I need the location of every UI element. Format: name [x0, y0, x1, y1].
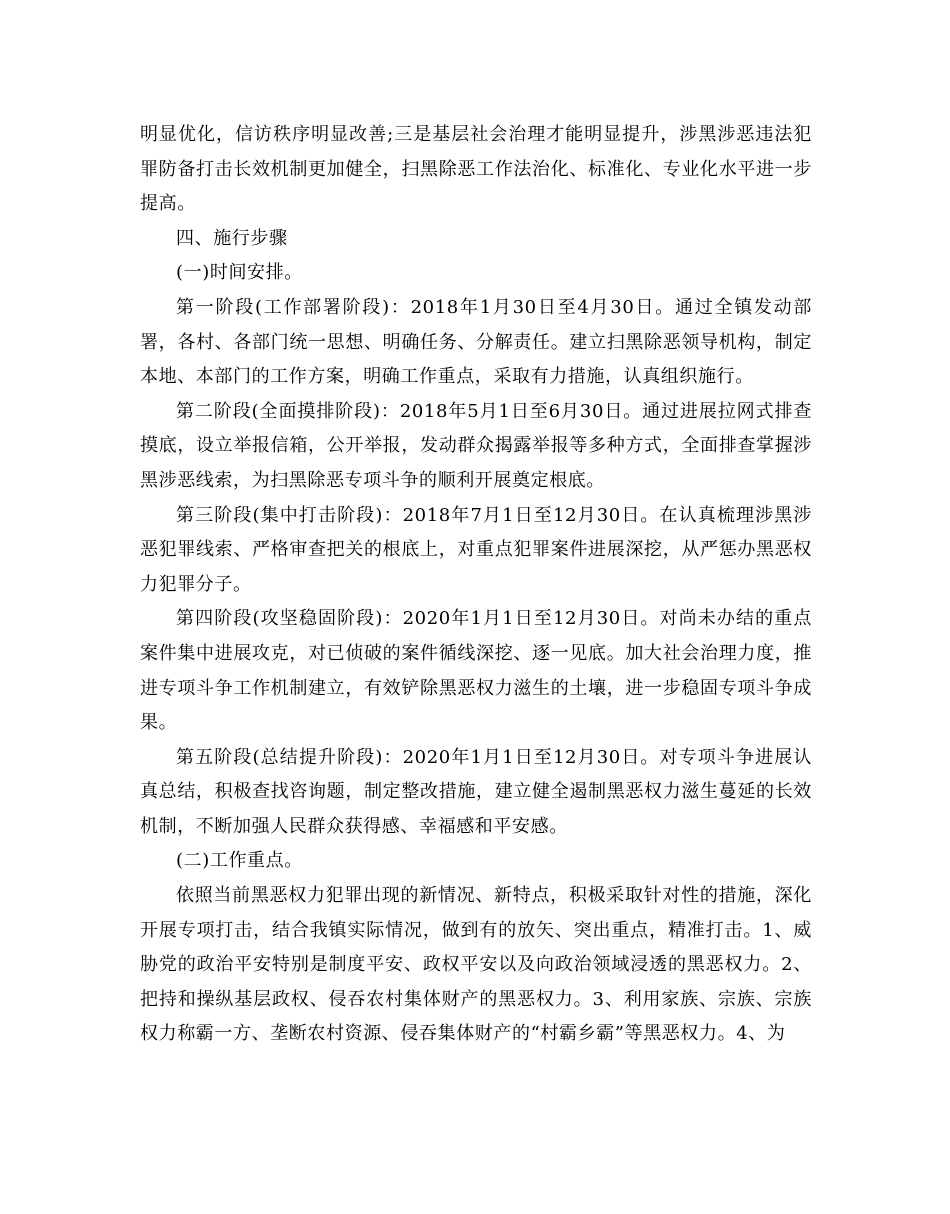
paragraph-phase-2: 第二阶段(全面摸排阶段)：2018年5月1日至6月30日。通过进展拉网式排查摸底，设立举报信箱，公开举报，发动群众揭露举报等多种方式，全面排查掌握涉黑涉恶线索，为扫黑除恶专项斗争的顺利开展奠定根底。: [140, 400, 812, 491]
paragraph-phase-1: 第一阶段(工作部署阶段)：2018年1月30日至4月30日。通过全镇发动部署，各村、各部门统一思想、明确任务、分解责任。建立扫黑除恶领导机构，制定本地、本部门的工作方案，明确工作重点，采取有力措施，认真组织施行。: [140, 296, 812, 388]
document-body: [140, 118, 812, 1052]
paragraph-phase-5: 第五阶段(总结提升阶段)：2020年1月1日至12月30日。对专项斗争进展认真总结，积极查找咨询题，制定整改措施，建立健全遏制黑恶权力滋生蔓延的长效机制，不断加强人民群众获得感、幸福感和平安感。: [140, 746, 812, 837]
subheading-schedule: (一)时间安排。: [176, 262, 303, 284]
subheading-work-focus: (二)工作重点。: [176, 850, 303, 872]
paragraph-1: 明显优化，信访秩序明显改善;三是基层社会治理才能明显提升，涉黑涉恶违法犯罪防备打击长效机制更加健全，扫黑除恶工作法治化、标准化、专业化水平进一步提高。: [140, 124, 812, 215]
paragraph-work-focus: 依照当前黑恶权力犯罪出现的新情况、新特点，积极采取针对性的措施，深化开展专项打击，结合我镇实际情况，做到有的放矢、突出重点，精准打击。1、威胁党的政治平安特别是制度平安、政权平安以及向政治领域浸透的黑恶权力。2、把持和操纵基层政权、侵吞农村集体财产的黑恶权力。3、利用家族、宗族、宗族权力称霸一方、垄断农村资源、侵吞集体财产的“村霸乡霸”等黑恶权力。4、为: [140, 885, 812, 1045]
paragraph-phase-3: 第三阶段(集中打击阶段)：2018年7月1日至12月30日。在认真梳理涉黑涉恶犯罪线索、严格审查把关的根底上，对重点犯罪案件进展深挖，从严惩办黑恶权力犯罪分子。: [140, 504, 812, 595]
paragraph-phase-4: 第四阶段(攻坚稳固阶段)：2020年1月1日至12月30日。对尚未办结的重点案件集中进展攻克，对已侦破的案件循线深挖、逐一见底。加大社会治理力度，推进专项斗争工作机制建立，有效铲除黑恶权力滋生的土壤，进一步稳固专项斗争成果。: [140, 608, 812, 734]
section-heading-implementation-steps: 四、施行步骤: [176, 227, 288, 249]
